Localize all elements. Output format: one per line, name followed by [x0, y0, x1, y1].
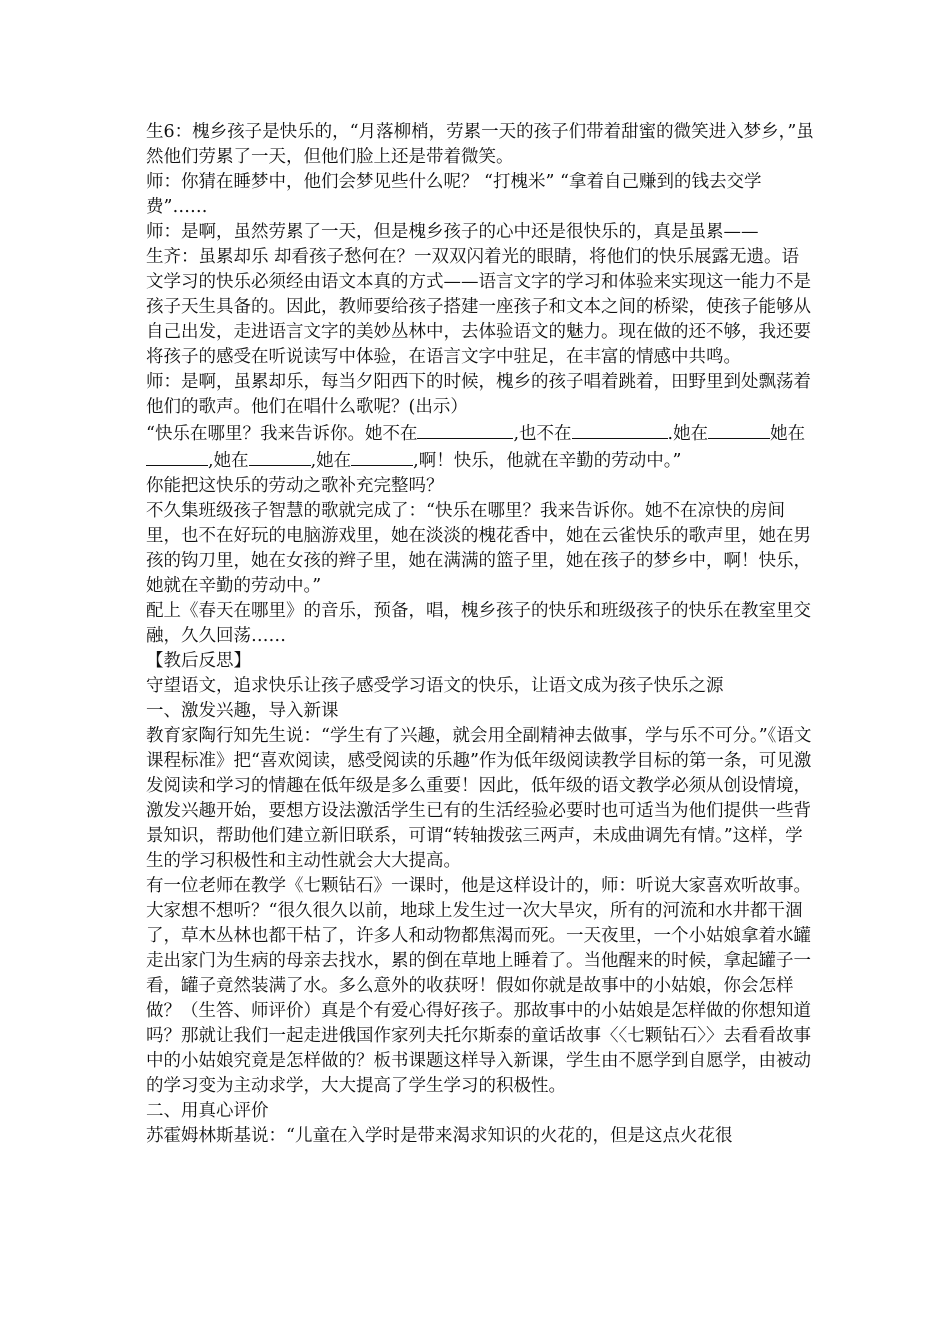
- paragraph-students-reply: 生齐：虽累却乐 却看孩子愁何在？一双双闪着光的眼睛，将他们的快乐展露无遗。语文学习的快乐必须经由语文本真的方式——语言文字的学习和体验来实现这一能力不是孩子天生具备的。因此，教师要给孩子搭建一座孩子和文本之间的桥梁，使孩子能够从自己出发，走进语言文字的美妙丛林中，去体验语文的魅力。现在做的还不够，我还要将孩子的感受在听说读写中体验，在语言文字中驻足，在丰富的情感中共鸣。: [146, 247, 811, 367]
- song-part-6: ,她在: [310, 451, 352, 471]
- paragraph-music: 配上《春天在哪里》的音乐，预备，唱，槐乡孩子的快乐和班级孩子的快乐在教室里交融，久久回荡……: [146, 601, 811, 646]
- paragraph-question: 你能把这快乐的劳动之歌补充完整吗？: [146, 476, 444, 496]
- paragraph-class-song: 不久集班级孩子智慧的歌就完成了：“快乐在哪里？我来告诉你。她不在凉快的房间里，也不在好玩的电脑游戏里，她在淡淡的槐花香中，她在云雀快乐的歌声里，她在男孩的钩刀里，她在女孩的辫子里，她在满满的篮子里，她在孩子的梦乡中，啊！快乐，她就在辛勤的劳动中。”: [146, 501, 811, 596]
- song-part-1: “快乐在哪里？我来告诉你。她不在: [146, 424, 418, 444]
- song-part-5: ,她在: [208, 451, 249, 471]
- paragraph-teacher-song: 师：是啊，虽累却乐，每当夕阳西下的时候，槐乡的孩子唱着跳着，田野里到处飘荡着他们的歌声。他们在唱什么歌呢？(出示）: [146, 372, 811, 417]
- blank-line: [249, 447, 311, 466]
- paragraph-tao-xingzhi: 教育家陶行知先生说：“学生有了兴趣，就会用全副精神去做事，学与乐不可分。”《语文课程标准》把“喜欢阅读，感受阅读的乐趣”作为低年级阅读教学目标的第一条，可见激发阅读和学习的情趣在低年级是多么重要！因此，低年级的语文教学必须从创设情境，激发兴趣开始，要想方设法激活学生已有的生活经验必要时也可适当为他们提供一些背景知识，帮助他们建立新旧联系，可谓“转轴拨弦三两声，未成曲调先有情。”这样，学生的学习积极性和主动性就会大大提高。: [146, 726, 812, 871]
- section-heading-reflection: 【教后反思】: [146, 651, 251, 671]
- song-part-3: .她在: [667, 424, 709, 444]
- song-part-4: 她在: [770, 424, 806, 444]
- blank-line: [708, 420, 770, 439]
- blank-line: [351, 447, 413, 466]
- blank-line: [572, 420, 668, 439]
- document-body: [146, 120, 816, 1149]
- paragraph-teacher-dream: 师：你猜在睡梦中，他们会梦见些什么呢？ “打槐米” “拿着自己赚到的钱去交学费”……: [146, 172, 762, 217]
- paragraph-teacher-tired: 师：是啊，虽然劳累了一天，但是槐乡孩子的心中还是很快乐的，真是虽累——: [146, 222, 759, 242]
- section-heading-one: 一、激发兴趣，导入新课: [146, 701, 339, 721]
- paragraph-seven-diamonds: 有一位老师在教学《七颗钻石》一课时，他是这样设计的，师：听说大家喜欢听故事。大家想不想听？“很久很久以前，地球上发生过一次大旱灾，所有的河流和水井都干涸了，草木丛林也都干枯了，许多人和动物都焦渴而死。一天夜里，一个小姑娘拿着水罐走出家门为生病的母亲去找水，累的倒在草地上睡着了。当他醒来的时候，拿起罐子一看，罐子竟然装满了水。多么意外的收获呀！假如你就是故事中的小姑娘，你会怎样做？（生答、师评价）真是个有爱心得好孩子。那故事中的小姑娘是怎样做的你想知道吗？那就让我们一起走进俄国作家列夫托尔斯泰的童话故事〈〈七颗钻石〉〉去看看故事中的小姑娘究竟是怎样做的？板书课题这样导入新课，学生由不愿学到自愿学，由被动的学习变为主动求学，大大提高了学生学习的积极性。: [146, 876, 811, 1096]
- blank-line: [146, 447, 208, 466]
- paragraph-student6: 生6：槐乡孩子是快乐的，“月落柳梢，劳累一天的孩子们带着甜蜜的微笑进入梦乡，”虽然他们劳累了一天，但他们脸上还是带着微笑。: [146, 122, 814, 167]
- song-part-7: ,啊！快乐，他就在辛勤的劳动中。”: [413, 451, 682, 471]
- paragraph-sukhomlinsky: 苏霍姆林斯基说：“儿童在入学时是带来渴求知识的火花的，但是这点火花很: [146, 1126, 733, 1146]
- paragraph-reflection-title: 守望语文，追求快乐让孩子感受学习语文的快乐，让语文成为孩子快乐之源: [146, 676, 724, 696]
- paragraph-song-blanks: [146, 420, 816, 474]
- section-heading-two: 二、用真心评价: [146, 1101, 269, 1121]
- blank-line: [417, 420, 513, 439]
- song-part-2: ,也不在: [513, 424, 572, 444]
